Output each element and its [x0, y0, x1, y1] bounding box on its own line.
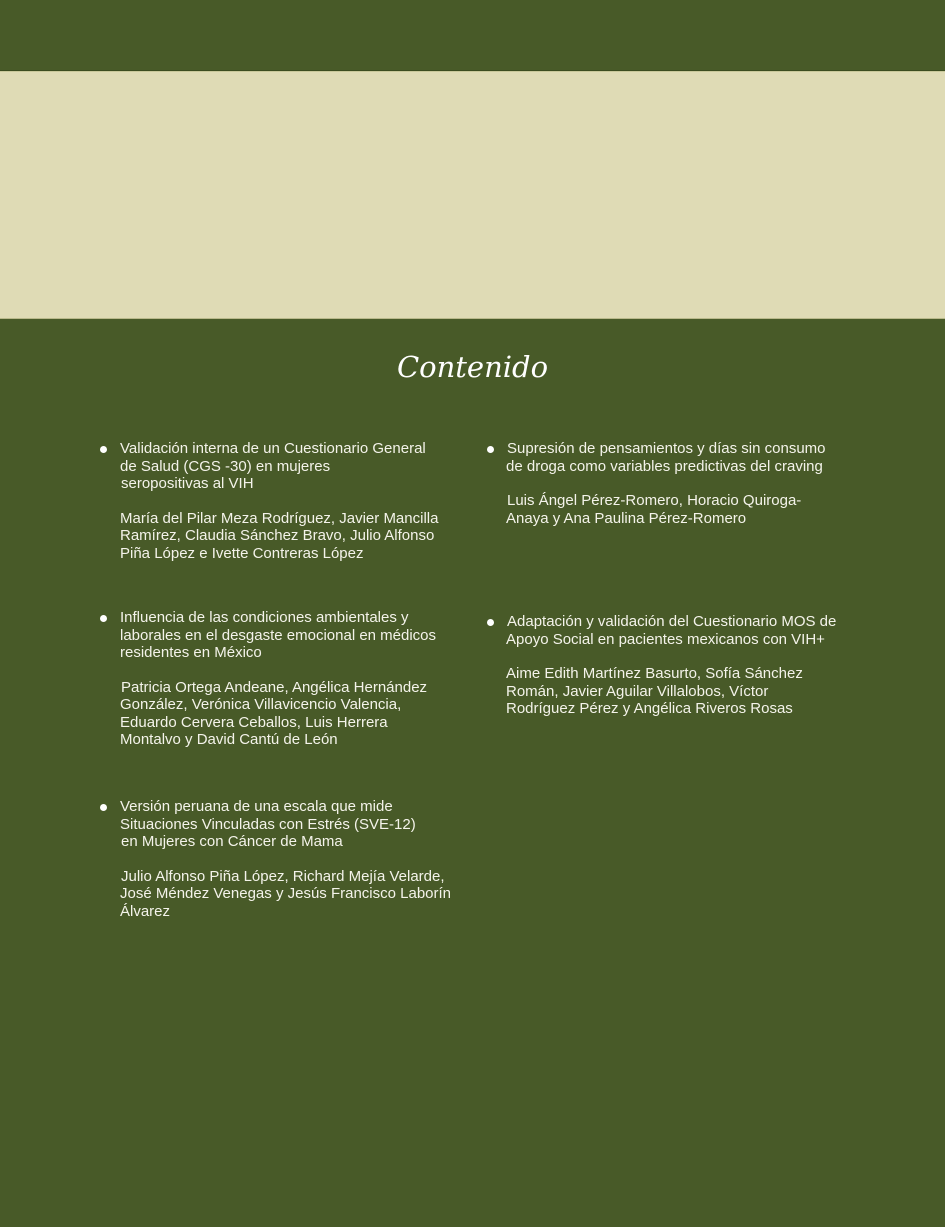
- entry-title-line: Influencia de las condiciones ambientales y: [120, 609, 409, 626]
- header-banner: [0, 71, 945, 319]
- entry-authors: [507, 665, 836, 718]
- entry-title-line: Versión peruana de una escala que mide: [120, 798, 393, 815]
- entry-author-line: Ramírez, Claudia Sánchez Bravo, Julio Alfonso: [120, 527, 435, 544]
- toc-entry[interactable]: [507, 613, 836, 718]
- toc-entry[interactable]: [507, 440, 826, 527]
- page-title: Contenido: [396, 350, 549, 384]
- entry-author-line: Anaya y Ana Paulina Pérez-Romero: [506, 509, 747, 527]
- bullet-icon: [100, 446, 107, 453]
- entry-title-line: seropositivas al VIH: [121, 475, 254, 492]
- entry-title-line: de Salud (CGS -30) en mujeres: [120, 457, 331, 475]
- entry-author-line: Julio Alfonso Piña López, Richard Mejía Velarde,: [121, 867, 445, 885]
- entry-author-line: González, Verónica Villavicencio Valencia,: [120, 696, 402, 713]
- entry-author-line: Piña López e Ivette Contreras López: [120, 544, 364, 562]
- entry-title-line: Supresión de pensamientos y días sin consumo: [507, 440, 826, 457]
- toc-entry[interactable]: [120, 798, 451, 920]
- entry-author-line: Montalvo y David Cantú de León: [120, 731, 338, 748]
- entry-author-line: Álvarez: [120, 902, 171, 920]
- entry-title-line: residentes en México: [120, 644, 262, 661]
- entry-author-line: Román, Javier Aguilar Villalobos, Víctor: [506, 682, 769, 700]
- entry-title: [507, 613, 836, 648]
- entry-title-line: Situaciones Vinculadas con Estrés (SVE-12): [120, 815, 416, 833]
- entry-title: [120, 440, 438, 493]
- toc-entry[interactable]: [120, 609, 436, 749]
- toc-entry[interactable]: [120, 440, 438, 562]
- entry-authors: [120, 679, 436, 749]
- entry-author-line: Patricia Ortega Andeane, Angélica Hernández: [121, 678, 428, 696]
- entry-author-line: Aime Edith Martínez Basurto, Sofía Sánchez: [506, 665, 803, 682]
- entry-title: [120, 798, 451, 851]
- entry-title: [507, 440, 826, 475]
- entry-title-line: Adaptación y validación del Cuestionario MOS de: [507, 613, 837, 630]
- bullet-icon: [487, 619, 494, 626]
- entry-author-line: Rodríguez Pérez y Angélica Riveros Rosas: [506, 700, 793, 717]
- entry-authors: [120, 510, 438, 563]
- entry-title-line: de droga como variables predictivas del craving: [506, 457, 823, 475]
- entry-author-line: Luis Ángel Pérez-Romero, Horacio Quiroga-: [507, 492, 802, 509]
- entry-title-line: Apoyo Social en pacientes mexicanos con VIH+: [506, 630, 825, 648]
- entry-author-line: María del Pilar Meza Rodríguez, Javier Mancilla: [120, 509, 439, 527]
- entry-author-line: José Méndez Venegas y Jesús Francisco Laborín: [120, 885, 452, 902]
- bullet-icon: [100, 804, 107, 811]
- entry-title: [120, 609, 436, 662]
- entry-title-line: en Mujeres con Cáncer de Mama: [121, 833, 343, 850]
- entry-title-line: Validación interna de un Cuestionario General: [120, 440, 426, 457]
- bullet-icon: [100, 615, 107, 622]
- bullet-icon: [487, 446, 494, 453]
- entry-title-line: laborales en el desgaste emocional en médicos: [120, 626, 437, 644]
- entry-authors: [120, 868, 451, 921]
- top-band: [0, 0, 945, 71]
- entry-authors: [507, 492, 826, 527]
- entry-author-line: Eduardo Cervera Ceballos, Luis Herrera: [120, 713, 388, 731]
